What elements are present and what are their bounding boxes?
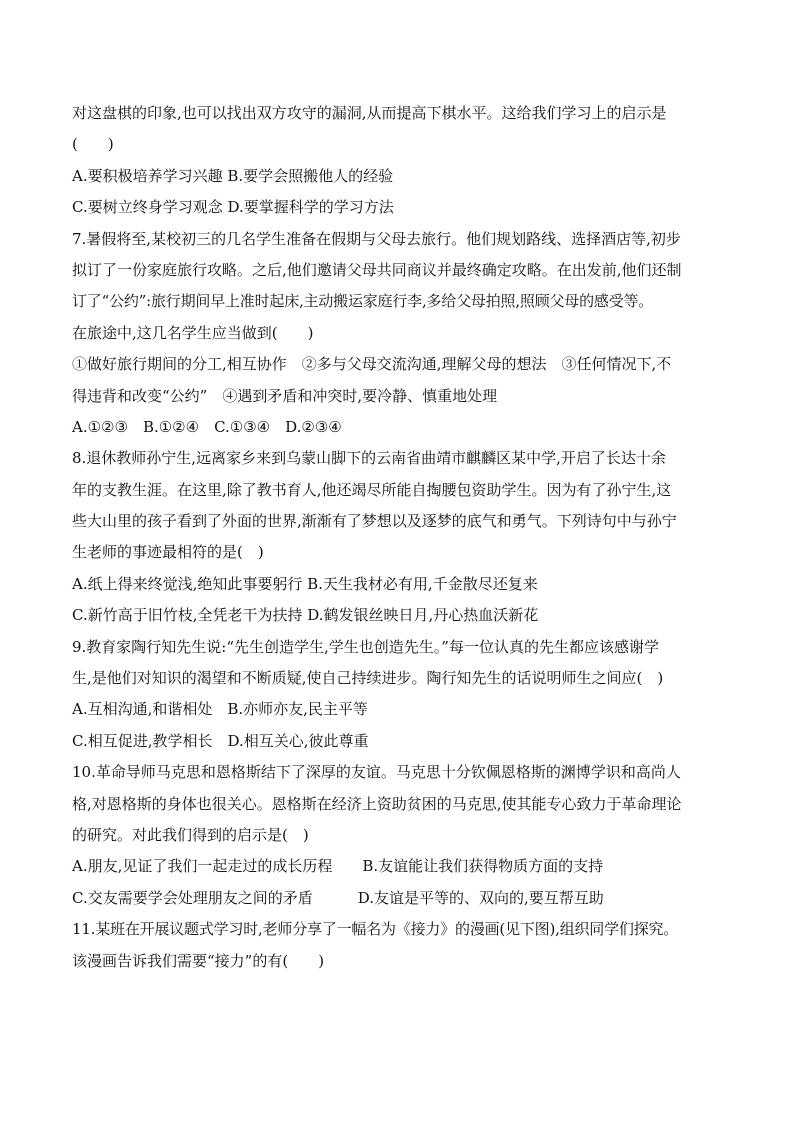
- option-line: A.朋友,见证了我们一起走过的成长历程 B.友谊能让我们获得物质方面的支持: [72, 857, 604, 876]
- question-11-line: 11.某班在开展议题式学习时,老师分享了一幅名为《接力》的漫画(见下图),组织同学们探究。: [72, 920, 679, 939]
- text-line: 订了“公约”:旅行期间早上准时起床,主动搬运家庭行李,多给父母拍照,照顾父母的感受等。: [72, 292, 654, 311]
- statement-line: 得违背和改变“公约” ④遇到矛盾和冲突时,要冷静、慎重地处理: [72, 386, 498, 405]
- question-8-line: 8.退休教师孙宁生,远离家乡来到乌蒙山脚下的云南省曲靖市麒麟区某中学,开启了长达十余: [72, 449, 666, 468]
- text-line: 些大山里的孩子看到了外面的世界,渐渐有了梦想以及逐梦的底气和勇气。下列诗句中与孙宁: [72, 512, 677, 531]
- question-10-line: 10.革命导师马克思和恩格斯结下了深厚的友谊。马克思十分钦佩恩格斯的渊博学识和高尚人: [72, 763, 681, 782]
- option-line: C.相互促进,教学相长 D.相互关心,彼此尊重: [72, 731, 369, 750]
- text-line: 该漫画告诉我们需要“接力”的有( ): [72, 951, 325, 970]
- text-line: 拟订了一份家庭旅行攻略。之后,他们邀请父母共同商议并最终确定攻略。在出发前,他们还制: [72, 260, 682, 279]
- option-line: C.新竹高于旧竹枝,全凭老干为扶持 D.鹤发银丝映日月,丹心热血沃新花: [72, 606, 539, 625]
- option-line: C.交友需要学会处理朋友之间的矛盾 D.友谊是平等的、双向的,要互帮互助: [72, 888, 604, 907]
- option-line: A.①②③ B.①②④ C.①③④ D.②③④: [72, 417, 342, 436]
- text-line: 在旅途中,这几名学生应当做到( ): [72, 323, 314, 342]
- question-7-line: 7.暑假将至,某校初三的几名学生准备在假期与父母去旅行。他们规划路线、选择酒店等,初步: [72, 229, 681, 248]
- question-9-line: 9.教育家陶行知先生说:“先生创造学生,学生也创造先生。”每一位认真的先生都应该感谢学: [72, 637, 659, 656]
- text-line: ( ): [72, 135, 114, 154]
- statement-line: ①做好旅行期间的分工,相互协作 ②多与父母交流沟通,理解父母的想法 ③任何情况下,不: [72, 355, 672, 374]
- option-line: C.要树立终身学习观念 D.要掌握科学的学习方法: [72, 198, 394, 217]
- text-line: 生,是他们对知识的渴望和不断质疑,使自己持续进步。陶行知先生的话说明师生之间应( ): [72, 669, 664, 688]
- option-line: A.纸上得来终觉浅,绝知此事要躬行 B.天生我材必有用,千金散尽还复来: [72, 574, 538, 593]
- option-line: A.互相沟通,和谐相处 B.亦师亦友,民主平等: [72, 700, 368, 719]
- option-line: A.要积极培养学习兴趣 B.要学会照搬他人的经验: [72, 166, 394, 185]
- exam-page: [72, 98, 744, 977]
- text-line: 格,对恩格斯的身体也很关心。恩格斯在经济上资助贫困的马克思,使其能专心致力于革命理论: [72, 794, 682, 813]
- text-line: 生老师的事迹最相符的是( ): [72, 543, 264, 562]
- text-line: 的研究。对此我们得到的启示是( ): [72, 825, 309, 844]
- text-line: 对这盘棋的印象,也可以找出双方攻守的漏洞,从而提高下棋水平。这给我们学习上的启示是: [72, 104, 667, 122]
- text-line: 年的支教生涯。在这里,除了教书育人,他还竭尽所能自掏腰包资助学生。因为有了孙宁生,这: [72, 480, 672, 499]
